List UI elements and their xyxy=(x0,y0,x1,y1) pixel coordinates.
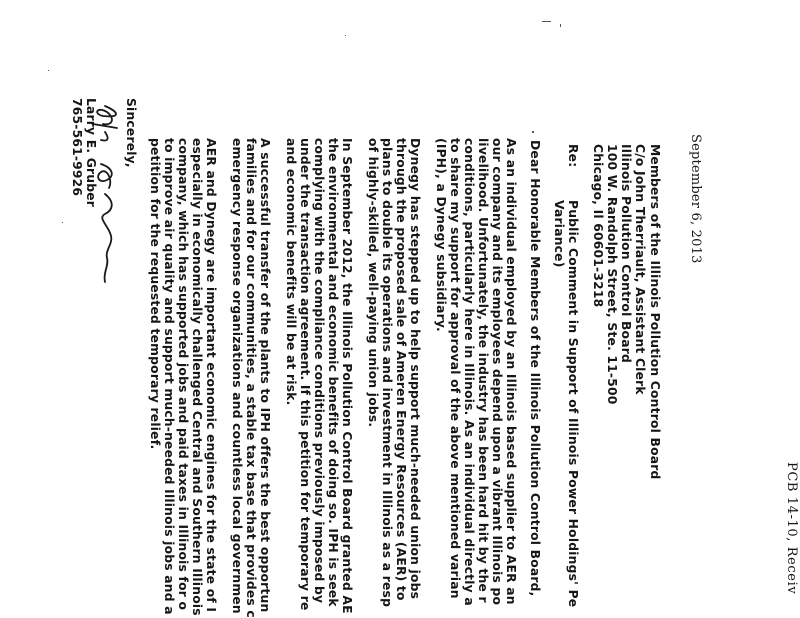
addressee-line: Chicago, Il 60601-3218 xyxy=(591,144,605,308)
paragraph-line: Dynegy has stepped up to help support much-needed union jobs xyxy=(408,138,422,600)
addressee-line: Members of the Illinois Pollution Control Board xyxy=(648,144,662,480)
salutation: Dear Honorable Members of the Illinois Pollution Control Board, xyxy=(528,140,542,597)
paragraph-line: our company and its employees depend upon a vibrant Illinois po xyxy=(490,138,504,606)
letter-date: September 6, 2013 xyxy=(688,134,703,264)
paragraph-line: In September 2012, the Illinois Pollution Control Board granted AE xyxy=(340,138,354,614)
paragraph-line: petition for the requested temporary relief. xyxy=(148,138,162,450)
addressee-line: 100 W. Randolph Street, Ste. 11-500 xyxy=(605,144,619,405)
paragraph-line: (IPH), a Dynegy subsidiary. xyxy=(434,138,448,332)
paragraph-line: complying with the compliance conditions previously imposed by xyxy=(312,138,326,604)
paragraph-line: conditions, particularly here in Illinois. As an individual directly a xyxy=(462,138,476,606)
signer-phone: 765-561-9926 xyxy=(70,98,84,197)
re-label: Re: xyxy=(566,144,580,168)
paragraph-line: under the transaction agreement. If this petition for temporary re xyxy=(298,138,312,611)
subject-line: Variance) xyxy=(552,200,566,268)
paragraph-line: livelihood. Unfortunately, the industry has been hard hit by the r xyxy=(476,138,490,603)
paragraph-line: and economic benefits will be at risk. xyxy=(284,138,298,406)
paragraph-line: emergency response organizations and countless local governmen xyxy=(230,138,244,614)
paragraph-line: through the proposed sale of Ameren Energy Resources (AER) to xyxy=(394,138,408,601)
paragraph-line: As an individual employed by an Illinois based supplier to AER an xyxy=(504,138,518,605)
paragraph-line: the environmental and economic benefits of doing so. IPH is seek xyxy=(326,138,340,607)
paragraph-line: AER and Dynegy are important economic engines for the state of I xyxy=(204,138,218,613)
receipt-stamp: PCB 14-10, Receiv xyxy=(784,462,799,595)
addressee-line: Illinois Pollution Control Board xyxy=(619,144,633,363)
paragraph-line: to improve air quality and support much-needed Illinois jobs and a xyxy=(162,138,176,615)
closing: Sincerely, xyxy=(124,98,138,168)
paragraph-line: families and for our communities, a stable tax base that provides c xyxy=(244,138,258,618)
paragraph-line: plans to double its operations and investment in Illinois as a resp xyxy=(380,138,394,608)
signer-name: Larry E. Gruber xyxy=(84,98,98,208)
paragraph-line: especially in economically challenged Central and Southern Illinois xyxy=(190,138,204,616)
paragraph-line: to share my support for approval of the above mentioned varian xyxy=(448,138,462,599)
paragraph-line: of highly-skilled, well-paying union jobs. xyxy=(366,138,380,428)
paragraph-line: company, which has supported jobs and paid taxes in Illinois for o xyxy=(176,138,190,611)
paragraph-line: A successful transfer of the plants to IPH offers the best opportun xyxy=(258,138,272,613)
subject-line: Public Comment in Support of Illinois Power Holdings' Pe xyxy=(566,200,580,608)
addressee-line: C/o John Therriault, Assistant Clerk xyxy=(633,144,647,395)
